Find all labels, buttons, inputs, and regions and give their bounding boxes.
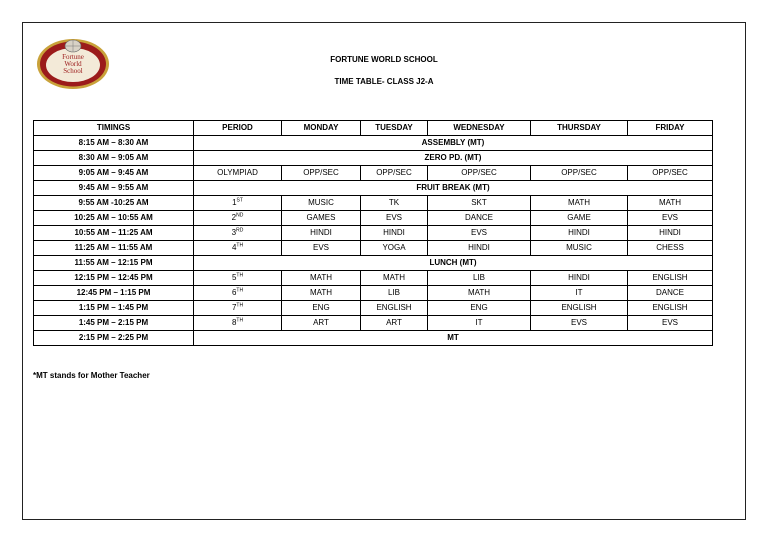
period-suffix: TH [236, 287, 244, 294]
subject-cell-mon: ENG [282, 301, 361, 316]
time-cell: 9:55 AM -10:25 AM [34, 196, 194, 211]
period-number: 3 [231, 228, 237, 237]
subject-cell-tue: ENGLISH [361, 301, 428, 316]
table-row [34, 301, 713, 316]
table-row [34, 151, 713, 166]
subject-cell-fri: CHESS [628, 241, 713, 256]
time-cell: 1:15 PM – 1:45 PM [34, 301, 194, 316]
logo-text-line-2: World [64, 60, 82, 68]
period-cell [194, 196, 282, 211]
time-cell: 8:15 AM – 8:30 AM [34, 136, 194, 151]
subject-cell-wed: LIB [428, 271, 531, 286]
subject-cell-tue: TK [361, 196, 428, 211]
period-cell [194, 241, 282, 256]
header-timings: TIMINGS [34, 121, 194, 136]
subject-cell-tue: YOGA [361, 241, 428, 256]
span-cell: FRUIT BREAK (MT) [194, 181, 713, 196]
subject-cell-tue: LIB [361, 286, 428, 301]
time-cell: 12:45 PM – 1:15 PM [34, 286, 194, 301]
subject-cell-thu: ENGLISH [531, 301, 628, 316]
period-suffix: RD [236, 227, 244, 234]
span-cell: ZERO PD. (MT) [194, 151, 713, 166]
header-friday: FRIDAY [628, 121, 713, 136]
header-thursday: THURSDAY [531, 121, 628, 136]
subject-cell-tue: EVS [361, 211, 428, 226]
subject-cell-thu: IT [531, 286, 628, 301]
subject-cell-fri: ENGLISH [628, 301, 713, 316]
period-cell [194, 316, 282, 331]
subject-cell-fri: EVS [628, 211, 713, 226]
document-page [22, 22, 746, 520]
subject-cell-wed: DANCE [428, 211, 531, 226]
logo-text-line-3: School [63, 67, 83, 75]
period-number: 5 [231, 273, 237, 282]
period-number: 7 [231, 303, 237, 312]
period-suffix: TH [236, 242, 244, 249]
period-cell [194, 166, 282, 181]
subject-cell-fri: OPP/SEC [628, 166, 713, 181]
subject-cell-tue: OPP/SEC [361, 166, 428, 181]
subject-cell-wed: MATH [428, 286, 531, 301]
subject-cell-fri: MATH [628, 196, 713, 211]
table-row [34, 316, 713, 331]
footnote: *MT stands for Mother Teacher [33, 371, 150, 380]
table-row [34, 331, 713, 346]
subject-cell-fri: DANCE [628, 286, 713, 301]
table-row [34, 241, 713, 256]
table-row [34, 166, 713, 181]
table-row [34, 286, 713, 301]
subject-cell-wed: SKT [428, 196, 531, 211]
subject-cell-wed: EVS [428, 226, 531, 241]
subject-cell-mon: MUSIC [282, 196, 361, 211]
time-cell: 9:45 AM – 9:55 AM [34, 181, 194, 196]
subject-cell-tue: ART [361, 316, 428, 331]
period-number: 1 [232, 198, 237, 207]
header-wednesday: WEDNESDAY [428, 121, 531, 136]
period-cell [194, 301, 282, 316]
subject-cell-wed: HINDI [428, 241, 531, 256]
subject-cell-thu: HINDI [531, 271, 628, 286]
period-number: 2 [231, 213, 237, 222]
span-cell: ASSEMBLY (MT) [194, 136, 713, 151]
logo-text-line-1: Fortune [62, 53, 84, 61]
subject-cell-wed: IT [428, 316, 531, 331]
span-cell: LUNCH (MT) [194, 256, 713, 271]
subject-cell-thu: GAME [531, 211, 628, 226]
time-cell: 1:45 PM – 2:15 PM [34, 316, 194, 331]
subject-cell-thu: MATH [531, 196, 628, 211]
header-monday: MONDAY [282, 121, 361, 136]
time-cell: 2:15 PM – 2:25 PM [34, 331, 194, 346]
table-row [34, 181, 713, 196]
table-row [34, 211, 713, 226]
subject-cell-thu: HINDI [531, 226, 628, 241]
subject-cell-mon: HINDI [282, 226, 361, 241]
time-cell: 10:55 AM – 11:25 AM [34, 226, 194, 241]
subject-cell-mon: ART [282, 316, 361, 331]
period-suffix: TH [236, 272, 244, 279]
subject-cell-fri: EVS [628, 316, 713, 331]
subject-cell-mon: GAMES [282, 211, 361, 226]
period-cell [194, 226, 282, 241]
period-number: 4 [231, 243, 237, 252]
subject-cell-mon: MATH [282, 286, 361, 301]
period-number: 8 [231, 318, 237, 327]
period-number: 6 [231, 288, 237, 297]
time-cell: 11:55 AM – 12:15 PM [34, 256, 194, 271]
period-suffix: ST [236, 197, 243, 204]
period-cell [194, 271, 282, 286]
time-cell: 12:15 PM – 12:45 PM [34, 271, 194, 286]
time-cell: 9:05 AM – 9:45 AM [34, 166, 194, 181]
subject-cell-thu: EVS [531, 316, 628, 331]
period-suffix: TH [236, 302, 244, 309]
subject-cell-mon: MATH [282, 271, 361, 286]
timetable-title: TIME TABLE- CLASS J2-A [334, 77, 434, 86]
period-suffix: ND [236, 212, 244, 219]
subject-cell-mon: EVS [282, 241, 361, 256]
time-cell: 10:25 AM – 10:55 AM [34, 211, 194, 226]
period-suffix: TH [236, 317, 244, 324]
school-name: FORTUNE WORLD SCHOOL [330, 55, 438, 64]
subject-cell-wed: ENG [428, 301, 531, 316]
time-cell: 8:30 AM – 9:05 AM [34, 151, 194, 166]
subject-cell-tue: MATH [361, 271, 428, 286]
time-cell: 11:25 AM – 11:55 AM [34, 241, 194, 256]
table-row [34, 196, 713, 211]
table-row [34, 256, 713, 271]
subject-cell-fri: ENGLISH [628, 271, 713, 286]
subject-cell-thu: MUSIC [531, 241, 628, 256]
period-cell [194, 286, 282, 301]
subject-cell-fri: HINDI [628, 226, 713, 241]
table-row [34, 271, 713, 286]
period-cell [194, 211, 282, 226]
timetable [33, 120, 713, 346]
table-header-row [34, 121, 713, 136]
period-number: OLYMPIAD [217, 168, 258, 177]
subject-cell-wed: OPP/SEC [428, 166, 531, 181]
table-row [34, 226, 713, 241]
subject-cell-tue: HINDI [361, 226, 428, 241]
subject-cell-mon: OPP/SEC [282, 166, 361, 181]
subject-cell-thu: OPP/SEC [531, 166, 628, 181]
table-row [34, 136, 713, 151]
timetable-body [34, 136, 713, 346]
header-tuesday: TUESDAY [361, 121, 428, 136]
span-cell: MT [194, 331, 713, 346]
header-period: PERIOD [194, 121, 282, 136]
